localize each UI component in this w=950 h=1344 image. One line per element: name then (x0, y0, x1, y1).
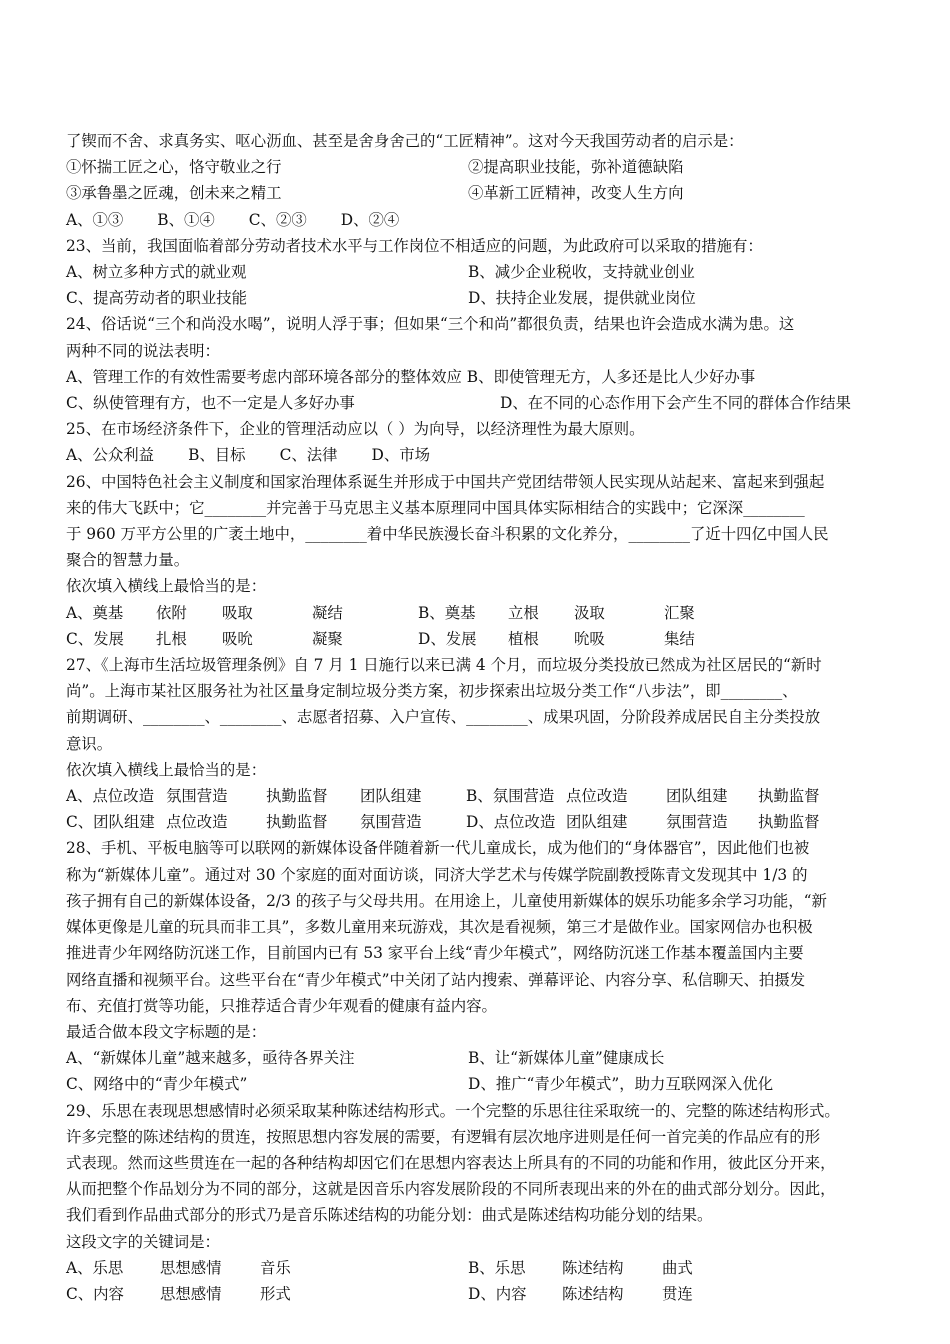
q22-item-2: ②提高职业技能，弥补道德缺陷 (468, 158, 684, 177)
q29-options-row-1 (66, 1255, 884, 1281)
q27-options-row-1 (66, 783, 884, 809)
q28-option-c[interactable]: C、网络中的“青少年模式” (66, 1075, 248, 1094)
q28-stem-line-4: 媒体更像是儿童的玩具而非工具”，多数儿童用来玩游戏，其次是看视频，第三才是做作业。国家网信办也积极 (66, 918, 813, 937)
q26-option-c-word: 凝聚 (312, 629, 343, 648)
q22-items-row-1 (66, 154, 884, 180)
q22-options (66, 207, 884, 233)
q29-option-b[interactable]: B、乐思 (468, 1258, 526, 1277)
q29-options-row-2 (66, 1281, 884, 1307)
q29-stem-line-5: 我们看到作品曲式部分的形式乃是音乐陈述结构的功能分划：曲式是陈述结构功能分划的结果。 (66, 1206, 713, 1225)
q24-option-a[interactable]: A、管理工作的有效性需要考虑内部环境各部分的整体效应 (66, 367, 462, 386)
q27-option-a-word: 执勤监督 (266, 787, 328, 806)
q24-option-b[interactable]: B、即使管理无方，人多还是比人少好办事 (466, 367, 756, 386)
q29-prompt: 这段文字的关键词是： (66, 1232, 220, 1251)
q27-option-b-word: 点位改造 (566, 787, 628, 806)
q22-option-b[interactable]: B、①④ (157, 210, 215, 229)
q23-option-b[interactable]: B、减少企业税收，支持就业创业 (468, 263, 695, 282)
q26-option-b-word: 汇聚 (664, 603, 695, 622)
q27-option-d-word: 氛围营造 (666, 813, 728, 832)
q28-stem-line-2: 称为“新媒体儿童”。通过对 30 个家庭的面对面访谈，同济大学艺术与传媒学院副教授陈青文发现其中 1/3 的 (66, 865, 808, 884)
q27-option-a-word: 团队组建 (360, 787, 422, 806)
q24-options-row-2 (66, 390, 884, 416)
q29-stem-line-1: 29、乐思在表现思想感情时必须采取某种陈述结构形式。一个完整的乐思往往采取统一的、完整的陈述结构形式。 (66, 1101, 840, 1120)
q29-option-c[interactable]: C、内容 (66, 1284, 124, 1303)
q25-option-d[interactable]: D、市场 (371, 446, 431, 465)
q28-stem-line-3: 孩子拥有自己的新媒体设备，2/3 的孩子与父母共用。在用途上，儿童使用新媒体的娱乐功能多余学习功能，“新 (66, 891, 827, 910)
q23-stem: 23、当前，我国面临着部分劳动者技术水平与工作岗位不相适应的问题，为此政府可以采取的措施有： (66, 236, 763, 255)
q29-option-b-word: 曲式 (662, 1258, 693, 1277)
q26-stem-line-1: 26、中国特色社会主义制度和国家治理体系诞生并形成于中国共产党团结带领人民实现从站起来、富起来到强起 (66, 472, 825, 491)
q26-option-b-word: 立根 (508, 603, 539, 622)
q23-option-d[interactable]: D、扶持企业发展，提供就业岗位 (468, 289, 696, 308)
q22-item-1: ①怀揣工匠之心，恪守敬业之行 (66, 158, 282, 177)
q26-option-b-word: 汲取 (574, 603, 605, 622)
q23-options-row-2 (66, 285, 884, 311)
q27-stem-line-1: 27、《上海市生活垃圾管理条例》自 7 月 1 日施行以来已满 4 个月，而垃圾分类投放已然成为社区居民的“新时 (66, 656, 822, 675)
q23-option-a[interactable]: A、树立多种方式的就业观 (66, 263, 247, 282)
q27-stem-line-4: 意识。 (66, 734, 113, 753)
q23-options-row-1 (66, 259, 884, 285)
q26-stem-line-3: 于 960 万平方公里的广袤土地中，________着中华民族漫长奋斗积累的文化养分，________了近十四亿中国人民 (66, 525, 829, 544)
q26-option-c-word: 吸吮 (222, 629, 253, 648)
q29-option-b-word: 陈述结构 (562, 1258, 624, 1277)
q26-option-d-word: 集结 (664, 629, 695, 648)
q26-option-a[interactable]: A、奠基 (66, 603, 124, 622)
q29-stem-line-3: 式表现。然而这些贯连在一起的各种结构却因它们在思想内容表达上所具有的不同的功能和作用，彼此区分开来， (66, 1153, 836, 1172)
q29-option-c-word: 思想感情 (160, 1284, 222, 1303)
q27-option-d-word: 执勤监督 (758, 813, 820, 832)
q22-items-row-2 (66, 180, 884, 206)
q29-option-a-word: 音乐 (260, 1258, 291, 1277)
q27-option-d-word: 团队组建 (566, 813, 628, 832)
q25-option-c[interactable]: C、法律 (279, 446, 338, 465)
q27-option-a[interactable]: A、点位改造 (66, 787, 155, 806)
q22-item-4: ④革新工匠精神，改变人生方向 (468, 184, 684, 203)
q28-option-d[interactable]: D、推广“青少年模式”，助力互联网深入优化 (468, 1075, 774, 1094)
q27-option-c[interactable]: C、团队组建 (66, 813, 155, 832)
q27-option-d[interactable]: D、点位改造 (466, 813, 556, 832)
q28-stem-line-6: 网络直播和视频平台。这些平台在“青少年模式”中关闭了站内搜索、弹幕评论、内容分享、私信聊天、拍摄发 (66, 970, 806, 989)
q23-option-c[interactable]: C、提高劳动者的职业技能 (66, 289, 248, 308)
q22-stem: 了锲而不舍、求真务实、呕心沥血、甚至是舍身舍己的“工匠精神”。这对今天我国劳动者的启示是： (66, 132, 744, 150)
q26-prompt: 依次填入横线上最恰当的是： (66, 577, 267, 596)
q24-options-row-1 (66, 364, 884, 390)
q25-option-b[interactable]: B、目标 (188, 446, 246, 465)
q28-options-row-2 (66, 1071, 884, 1097)
q26-option-a-word: 吸取 (222, 603, 253, 622)
q27-option-c-word: 点位改造 (166, 813, 228, 832)
q28-option-b[interactable]: B、让“新媒体儿童”健康成长 (468, 1049, 665, 1068)
q26-option-a-word: 依附 (156, 603, 187, 622)
q29-stem-line-2: 许多完整的陈述结构的贯连，按照思想内容发展的需要，有逻辑有层次地序进则是任何一首完美的作品应有的形 (66, 1127, 821, 1146)
q22-option-d[interactable]: D、②④ (340, 210, 400, 229)
q24-stem-line-1: 24、俗话说“三个和尚没水喝”，说明人浮于事；但如果“三个和尚”都很负责，结果也许会造成水满为患。这 (66, 315, 795, 334)
q26-stem-line-4: 聚合的智慧力量。 (66, 551, 190, 570)
q22-option-a[interactable]: A、①③ (66, 210, 124, 229)
q24-option-d[interactable]: D、在不同的心态作用下会产生不同的群体合作结果 (500, 394, 851, 413)
q26-options-row-2 (66, 626, 884, 652)
q25-options (66, 442, 884, 468)
q24-stem-line-2: 两种不同的说法表明： (66, 341, 220, 360)
q29-stem-line-4: 从而把整个作品划分为不同的部分，这就是因音乐内容发展阶段的不同所表现出来的外在的曲式部分划分。因此， (66, 1180, 836, 1199)
q27-stem-line-3: 前期调研、________、________、志愿者招募、入户宣传、________、成果巩固，分阶段养成居民自主分类投放 (66, 708, 821, 727)
q24-option-c[interactable]: C、纵使管理有方，也不一定是人多好办事 (66, 394, 355, 413)
q28-options-row-1 (66, 1045, 884, 1071)
q26-option-d[interactable]: D、发展 (418, 629, 477, 648)
q26-stem-line-2: 来的伟大飞跃中；它________并完善于马克思主义基本原理同中国具体实际相结合的实践中；它深深________ (66, 498, 805, 517)
q25-option-a[interactable]: A、公众利益 (66, 446, 155, 465)
q27-option-b-word: 执勤监督 (758, 787, 820, 806)
q27-option-c-word: 氛围营造 (360, 813, 422, 832)
q26-option-c-word: 扎根 (156, 629, 187, 648)
q28-prompt: 最适合做本段文字标题的是： (66, 1022, 267, 1041)
q29-option-c-word: 形式 (260, 1284, 291, 1303)
q26-option-c[interactable]: C、发展 (66, 629, 124, 648)
q29-option-d-word: 贯连 (662, 1284, 693, 1303)
q28-option-a[interactable]: A、“新媒体儿童”越来越多，亟待各界关注 (66, 1049, 355, 1068)
q29-option-a-word: 思想感情 (160, 1258, 222, 1277)
q22-item-3: ③承鲁墨之匠魂，创未来之精工 (66, 184, 282, 203)
q28-stem-line-7: 布、充值打赏等功能，只推荐适合青少年观看的健康有益内容。 (66, 996, 497, 1015)
q27-prompt: 依次填入横线上最恰当的是： (66, 760, 267, 779)
q27-stem-line-2: 尚”。上海市某社区服务社为社区量身定制垃圾分类方案，初步探索出垃圾分类工作“八步法”，即________、 (66, 682, 798, 701)
q25-stem: 25、在市场经济条件下，企业的管理活动应以（ ）为向导，以经济理性为最大原则。 (66, 420, 645, 439)
q22-option-c[interactable]: C、②③ (248, 210, 307, 229)
q28-stem-line-1: 28、手机、平板电脑等可以联网的新媒体设备伴随着新一代儿童成长，成为他们的“身体器官”，因此他们也被 (66, 839, 810, 858)
q29-option-d[interactable]: D、内容 (468, 1284, 527, 1303)
q27-option-b[interactable]: B、氛围营造 (466, 787, 555, 806)
q29-option-d-word: 陈述结构 (562, 1284, 624, 1303)
q27-option-b-word: 团队组建 (666, 787, 728, 806)
q29-option-a[interactable]: A、乐思 (66, 1258, 124, 1277)
q26-option-d-word: 植根 (508, 629, 539, 648)
q26-option-a-word: 凝结 (312, 603, 343, 622)
q26-options-row-1 (66, 600, 884, 626)
q27-options-row-2 (66, 809, 884, 835)
q27-option-c-word: 执勤监督 (266, 813, 328, 832)
q26-option-b[interactable]: B、奠基 (418, 603, 476, 622)
q26-option-d-word: 吮吸 (574, 629, 605, 648)
q28-stem-line-5: 推进青少年网络防沉迷工作，目前国内已有 53 家平台上线“青少年模式”，网络防沉迷工作基本覆盖国内主要 (66, 944, 804, 963)
q27-option-a-word: 氛围营造 (166, 787, 228, 806)
